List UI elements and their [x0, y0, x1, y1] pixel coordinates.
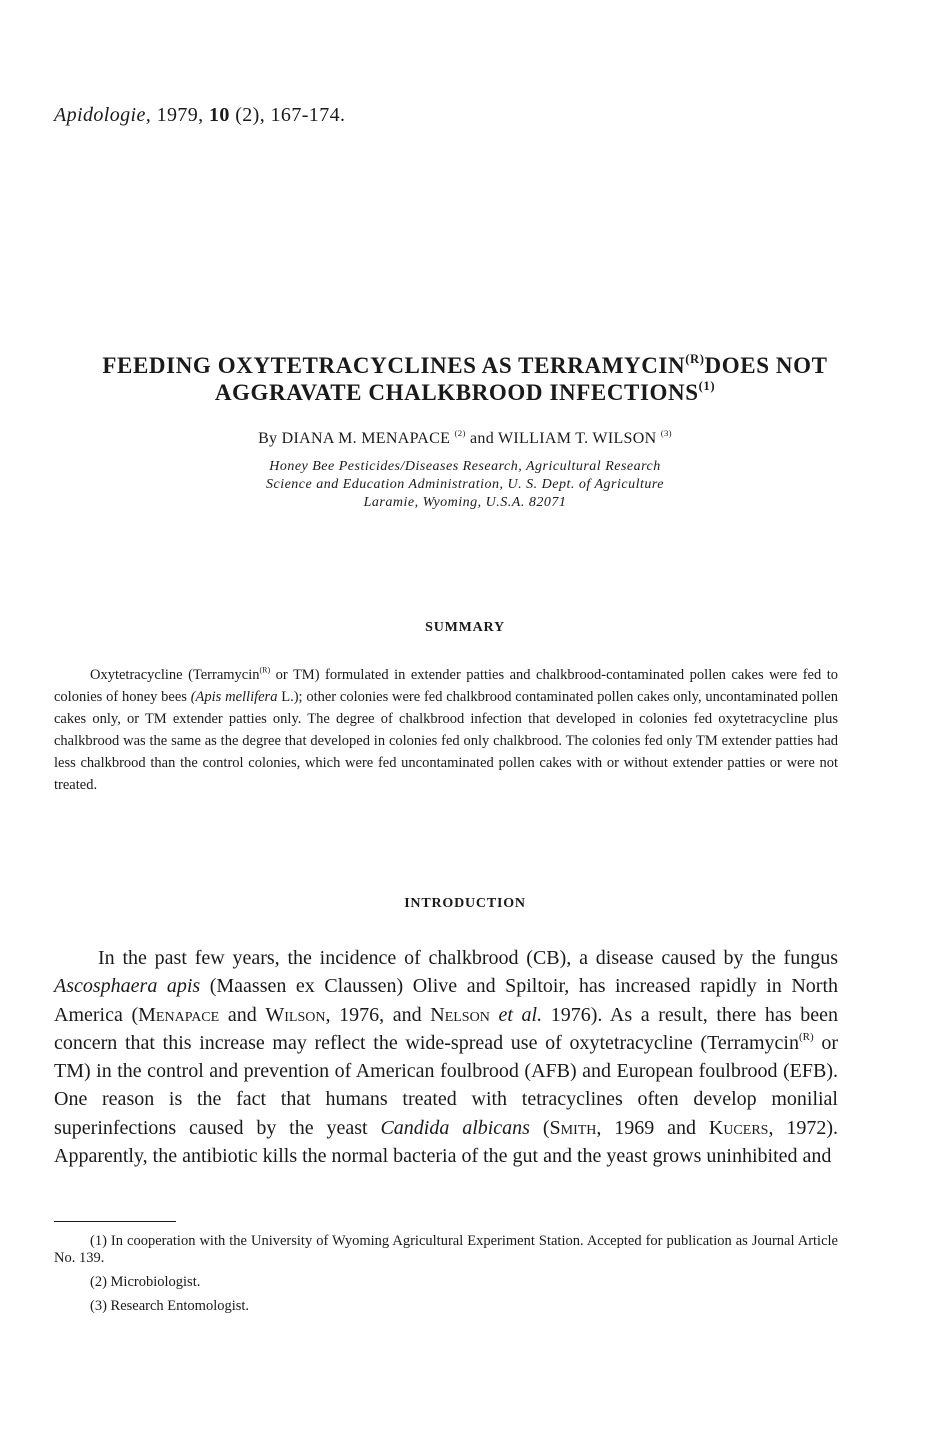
title-part3: AGGRAVATE CHALKBROOD INFECTIONS — [214, 380, 699, 405]
intro-text-6: 1976). As a result, there has been concern that this increase may reflect the wide-spread use of oxytetracycline (Terramycin — [54, 1003, 838, 1054]
intro-fungus-name: Ascosphaera apis — [54, 975, 201, 998]
summary-species-name: (Apis mellifera — [190, 689, 278, 705]
byline-and: and — [470, 430, 495, 447]
intro-text-7: or TM) in the control and prevention of American foulbrood (AFB) and European foulbrood (EFB). One reason is the fact that humans treated with tetracyclines often develop monilial superinfections caused by the yeast — [54, 1031, 838, 1139]
intro-cite-kucers: Kucers — [708, 1116, 769, 1139]
author-byline — [40, 427, 890, 448]
footnotes — [54, 1233, 838, 1322]
author-2: WILLIAM T. WILSON — [498, 430, 657, 447]
author-1-note: (2) — [454, 427, 466, 438]
journal-name: Apidologie, — [54, 104, 152, 126]
intro-et-al: et al. — [498, 1003, 543, 1026]
summary-text-2: or TM) formulated in extender patties and chalkbrood-contaminated pollen cakes were fed to colonies of honey bees — [54, 667, 838, 705]
citation-year: 1979, — [156, 104, 204, 126]
summary-text-1: Oxytetracycline (Terramycin — [90, 667, 260, 683]
author-1: DIANA M. MENAPACE — [281, 430, 451, 447]
intro-cite-nelson: Nelson — [430, 1003, 490, 1026]
footnote-2: (2) Microbiologist. — [90, 1274, 201, 1290]
summary-registered-mark: (R) — [259, 665, 271, 675]
author-2-note: (3) — [660, 427, 672, 438]
affiliation — [40, 458, 890, 512]
intro-cite-smith: Smith — [549, 1116, 597, 1139]
footnote-3: (3) Research Entomologist. — [90, 1298, 250, 1314]
intro-text-8: ( — [529, 1116, 550, 1139]
affiliation-line-3: Laramie, Wyoming, U.S.A. 82071 — [363, 495, 567, 510]
intro-text-3: and — [219, 1003, 266, 1026]
introduction-paragraph — [54, 944, 838, 1170]
summary-text-3: L.); other colonies were fed chalkbrood contaminated pollen cakes only, uncontaminated pollen cakes only, or TM extender patties only. The degree of chalkbrood infection that developed in colonies fed oxytetracycline plus chalkbrood was the same as the degree that developed in colonies fed only chalkbrood. The colonies fed only TM extender patties had less chalkbrood than the control colonies, which were fed uncontaminated pollen cakes with or without extender patties or were not treated. — [54, 689, 838, 793]
intro-cite-menapace: Menapace — [138, 1003, 220, 1026]
title-part2: DOES NOT — [704, 353, 828, 378]
footnote-1: (1) In cooperation with the University of Wyoming Agricultural Experiment Station. Accepted for publication as Journal Article No. 139. — [54, 1233, 838, 1266]
affiliation-line-2: Science and Education Administration, U. S. Dept. of Agriculture — [265, 477, 665, 492]
intro-text-4: , 1976, and — [325, 1003, 431, 1026]
title-footnote-mark: (1) — [698, 378, 716, 393]
intro-registered-mark: (R) — [798, 1031, 814, 1044]
affiliation-line-1: Honey Bee Pesticides/Diseases Research, Agricultural Research — [269, 459, 661, 474]
summary-paragraph — [54, 664, 838, 796]
intro-text-10: , 1972). Apparently, the antibiotic kills the normal bacteria of the gut and the yeast grows uninhibited and — [54, 1116, 838, 1168]
journal-citation — [54, 104, 345, 127]
intro-text-1: In the past few years, the incidence of chalkbrood (CB), a disease caused by the fungus — [98, 947, 838, 969]
title-part1: FEEDING OXYTETRACYCLINES AS TERRAMYCIN — [102, 353, 686, 378]
citation-volume: 10 — [208, 104, 230, 126]
introduction-heading: INTRODUCTION — [404, 896, 526, 911]
footnote-divider — [54, 1221, 176, 1222]
intro-text-9: , 1969 and — [596, 1116, 709, 1139]
byline-by: By — [258, 430, 278, 447]
intro-yeast-name: Candida albicans — [380, 1116, 530, 1139]
title-registered-mark: (R) — [685, 351, 705, 366]
intro-text-2: (Maassen ex Claussen) Olive and Spiltoir, has increased rapidly in North America ( — [54, 975, 838, 1026]
summary-heading: SUMMARY — [425, 620, 505, 635]
citation-issue: (2), — [235, 104, 266, 126]
intro-cite-wilson: Wilson — [265, 1003, 326, 1026]
citation-pages: 167-174. — [270, 104, 346, 126]
paper-title — [40, 352, 890, 406]
